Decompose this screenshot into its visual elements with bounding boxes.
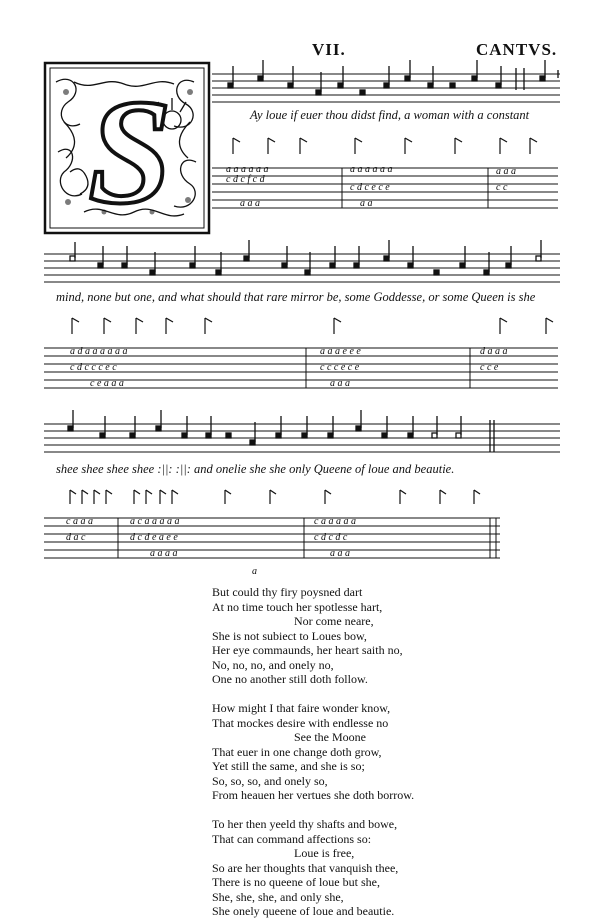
svg-text:c d c c c e c: c d c c c e c — [70, 362, 117, 373]
svg-text:d a c: d a c — [66, 532, 86, 543]
svg-text:a a a e e e: a a a e e e — [320, 346, 361, 357]
svg-text:c e a a a: c e a a a — [90, 378, 124, 389]
svg-text:c c c e c e: c c c e c e — [320, 362, 360, 373]
svg-text:a a a: a a a — [330, 548, 350, 559]
svg-text:a a: a a — [360, 198, 373, 209]
lyric-line-3: shee shee shee shee :||: :||: and onelie she she only Queene of loue and beautie. — [56, 462, 455, 476]
svg-text:a a a: a a a — [330, 378, 350, 389]
lute-tablature-2 — [0, 310, 600, 410]
svg-text:c c: c c — [496, 182, 508, 193]
lute-tablature-1 — [0, 130, 600, 230]
melody-staff-3 — [0, 410, 600, 460]
svg-text:d a a a: d a a a — [480, 346, 508, 357]
svg-text:c a a a a a: c a a a a a — [314, 516, 356, 527]
svg-text:S: S — [88, 69, 172, 235]
lyric-line-2: mind, none but one, and what should that rare mirror be, some Goddesse, or some Queen is she — [56, 290, 536, 304]
svg-text:c d c d c: c d c d c — [314, 532, 348, 543]
svg-text:a d a a a a a a: a d a a a a a a — [70, 346, 128, 357]
page-number: VII. — [312, 40, 346, 59]
svg-text:c a a a: c a a a — [66, 516, 93, 527]
melody-staff-1 — [0, 60, 600, 110]
svg-text:a: a — [252, 566, 257, 577]
svg-text:a a a a: a a a a — [150, 548, 178, 559]
lute-tablature-3 — [0, 482, 600, 592]
lyric-line-1: Ay loue if euer thou didst find, a woman with a constant — [250, 108, 530, 122]
svg-text:c c e: c c e — [480, 362, 499, 373]
verse-2: But could thy firy poysned dart At no time touch her spotlesse hart, Nor come neare, She is not subiect to Loues bow, Her eye commaunds, her heart saith no, No, no, no, and onely no, One no another still doth follow. How might I that faire wonder know, That mockes desire with endlesse no See the Moone That euer in one change doth grow, Yet still the same, and she is so; So, so, so, and onely so, From heauen her vertues she doth borrow. To her then yeeld thy shafts and bowe, That can command affections so: Loue is free, So are her thoughts that vanquish thee, There is no queene of loue but she, She, she, she, and only she, She onely queene of loue and beautie. — [212, 585, 415, 918]
melody-staff-2 — [0, 240, 600, 290]
svg-text:d c d e a e e: d c d e a e e — [130, 532, 178, 543]
part-name: CANTVS. — [476, 40, 558, 59]
svg-text:a a a a a a: a a a a a a — [226, 164, 269, 175]
svg-text:a a a a a a: a a a a a a — [350, 164, 393, 175]
svg-text:c d c e c e: c d c e c e — [350, 182, 390, 193]
svg-text:a a a: a a a — [240, 198, 260, 209]
svg-text:a a a: a a a — [496, 166, 516, 177]
svg-text:c d c f c d: c d c f c d — [226, 174, 265, 185]
svg-text:a c a a a a a: a c a a a a a — [130, 516, 180, 527]
